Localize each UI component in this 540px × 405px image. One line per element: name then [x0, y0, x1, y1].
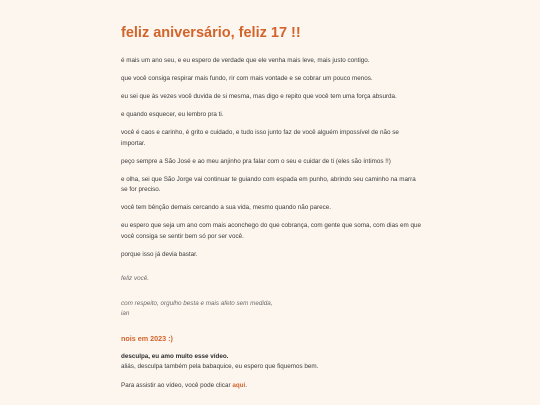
letter-content — [121, 24, 421, 399]
signature-line: com respeito, orgulho besta e mais afeto sem medida, — [121, 299, 273, 307]
closing-line: feliz você. — [121, 275, 149, 282]
video-text-end: . — [245, 381, 248, 389]
video-text: Para assistir ao vídeo, você pode clicar — [121, 381, 233, 389]
page-title: feliz aniversário, feliz 17 !! — [121, 25, 301, 41]
postscript — [121, 352, 421, 373]
video-line — [121, 381, 421, 392]
paragraph: que você consiga respirar mais fundo, rir com mais vontade e se cobrar um pouco menos. — [121, 75, 373, 82]
section-title: nois em 2023 :) — [121, 333, 173, 343]
paragraph: e quando esquecer, eu lembro pra ti. — [121, 111, 224, 118]
postscript-bold-line: desculpa, eu amo muito esse vídeo. — [121, 352, 229, 360]
paragraph: é mais um ano seu, e eu espero de verdade que ele venha mais leve, mais justo contigo. — [121, 57, 370, 64]
paragraph: eu sei que às vezes você duvida de si mesma, mas digo e repito que você tem uma força absurda. — [121, 93, 397, 100]
signature-name: ian — [121, 310, 130, 317]
paragraph: eu espero que seja um ano com mais aconchego do que cobrança, com gente que soma, com dias em que você consiga se sentir bem só por ser você. — [121, 222, 421, 240]
paragraph: porque isso já devia bastar. — [121, 250, 198, 258]
paragraph: você é caos e carinho, é grito e cuidado, e tudo isso junto faz de você alguém impossível de não se importar. — [121, 129, 399, 147]
signature — [121, 299, 421, 320]
paragraph: peço sempre a São José e ao meu anjinho pra falar com o seu e cuidar de ti (eles são íntimos !!) — [121, 157, 391, 165]
paragraph: você tem bênção demais cercando a sua vida, mesmo quando não parece. — [121, 204, 332, 211]
paragraph: e olha, sei que São Jorge vai continuar te guiando com espada em punho, abrindo seu caminho na marra se for preciso. — [121, 175, 416, 193]
postscript-line: aliás, desculpa também pela babaquice, eu espero que fiquemos bem. — [121, 363, 319, 370]
video-link[interactable]: aqui — [232, 381, 246, 389]
